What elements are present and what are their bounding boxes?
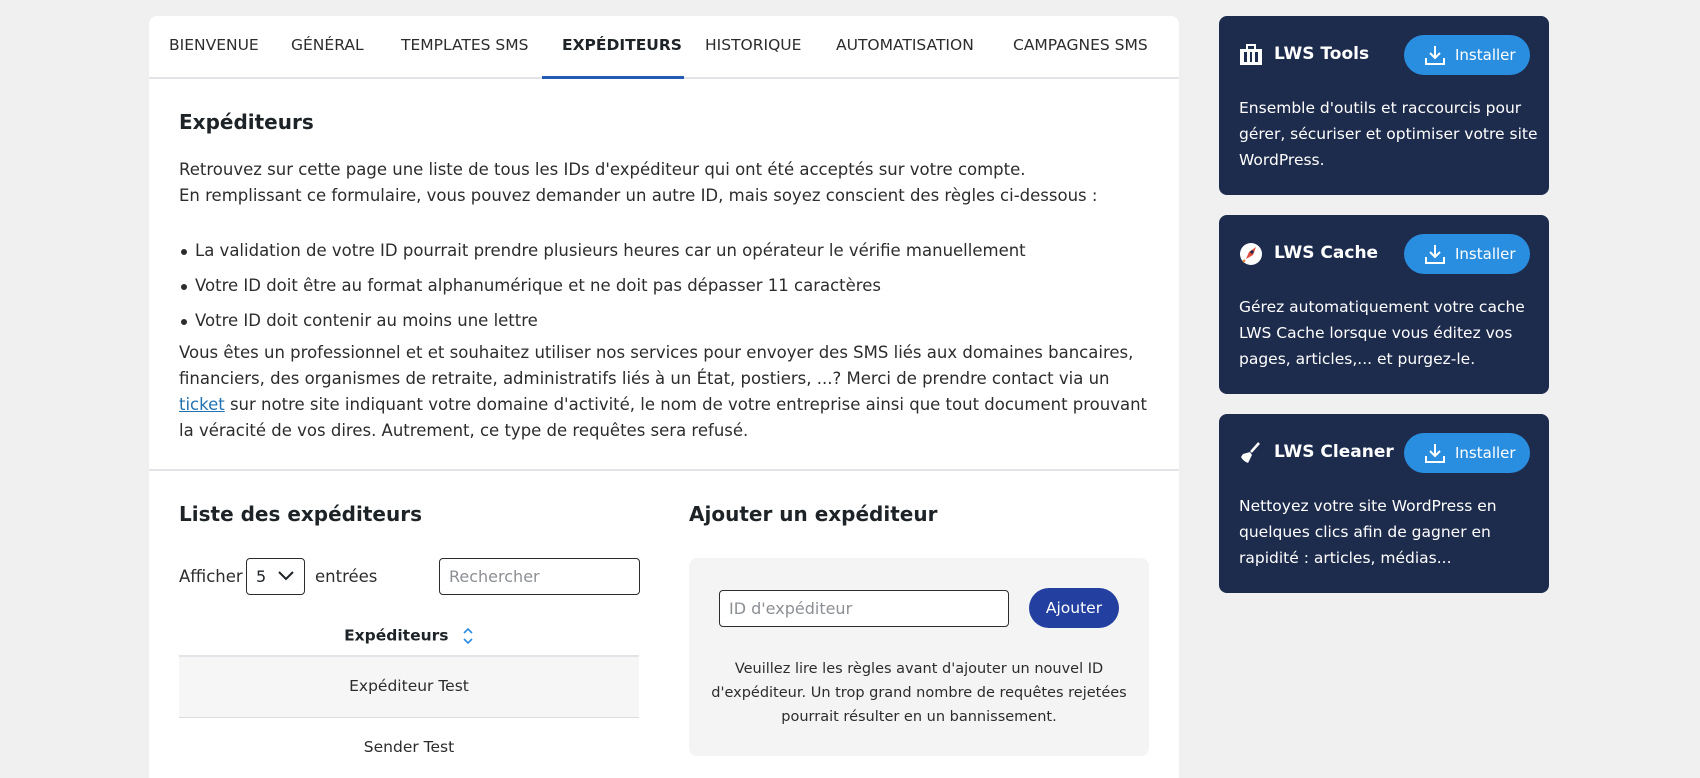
download-icon: [1424, 44, 1446, 66]
table-row: [179, 718, 639, 778]
entries-label: entrées: [315, 567, 378, 586]
plugin-card-lws-cleaner: [1219, 414, 1549, 593]
table-cell: Expéditeur Test: [349, 677, 469, 695]
active-tab-indicator: [542, 76, 684, 79]
download-icon: [1424, 243, 1446, 265]
tab-templates-sms[interactable]: TEMPLATES SMS: [401, 36, 529, 54]
tab-bienvenue[interactable]: BIENVENUE: [169, 36, 259, 54]
entries-select-value: 5: [256, 567, 267, 586]
ticket-link[interactable]: ticket: [179, 395, 225, 414]
professional-notice: [179, 340, 1154, 444]
rule-item: Votre ID doit contenir au moins une lettre: [195, 308, 1026, 343]
table-row: [179, 657, 639, 718]
rule-item: La validation de votre ID pourrait prendre plusieurs heures car un opérateur le vérifie manuellement: [195, 238, 1026, 273]
plugin-name: LWS Cleaner: [1274, 442, 1394, 462]
install-label: Installer: [1455, 444, 1516, 462]
install-button-lws-cleaner[interactable]: [1404, 433, 1530, 473]
add-sender-form: [689, 558, 1149, 756]
sender-table: [179, 616, 639, 778]
search-input[interactable]: [439, 558, 640, 595]
main-panel: [149, 16, 1179, 778]
sender-id-input[interactable]: [719, 590, 1009, 627]
chevron-down-icon: [277, 569, 295, 583]
intro-line-1: Retrouvez sur cette page une liste de tous les IDs d'expéditeur qui ont été acceptés sur votre compte.: [179, 160, 1026, 179]
section-divider: [149, 469, 1179, 471]
column-header-label: Expéditeurs: [344, 626, 449, 645]
tab-automatisation[interactable]: AUTOMATISATION: [836, 36, 974, 54]
plugin-card-lws-cache: [1219, 215, 1549, 394]
install-label: Installer: [1455, 245, 1516, 263]
add-sender-title: Ajouter un expéditeur: [689, 502, 938, 526]
plugin-card-lws-tools: [1219, 16, 1549, 195]
plugin-description: Nettoyez votre site WordPress en quelques clics afin de gagner en rapidité : articles, médias...: [1239, 497, 1497, 567]
install-button-lws-cache[interactable]: [1404, 234, 1530, 274]
broom-icon: [1239, 441, 1263, 465]
tab-historique[interactable]: HISTORIQUE: [705, 36, 802, 54]
intro-line-2: En remplissant ce formulaire, vous pouvez demander un autre ID, mais soyez conscient des règles ci-dessous :: [179, 186, 1098, 205]
show-label: Afficher: [179, 567, 243, 586]
column-header-senders[interactable]: [179, 616, 639, 657]
rules-list: [195, 238, 1026, 343]
rocket-icon: [1239, 242, 1263, 266]
download-icon: [1424, 442, 1446, 464]
plugin-name: LWS Cache: [1274, 243, 1379, 263]
entries-select[interactable]: [246, 558, 305, 595]
notice-text-after: sur notre site indiquant votre domaine d'activité, le nom de votre entreprise ainsi que tout document prouvant la véracité de vos dires. Autrement, ce type de requêtes sera refusé.: [179, 395, 1148, 440]
plugin-description: Gérez automatiquement votre cache LWS Cache lorsque vous éditez vos pages, articles,... et purgez-le.: [1239, 298, 1525, 368]
table-cell: Sender Test: [363, 738, 455, 756]
toolbox-icon: [1239, 43, 1263, 67]
tab-expediteurs[interactable]: EXPÉDITEURS: [562, 36, 682, 54]
tab-bar: [149, 16, 1179, 79]
tab-general[interactable]: GÉNÉRAL: [291, 36, 364, 54]
rule-item: Votre ID doit être au format alphanumérique et ne doit pas dépasser 11 caractères: [195, 273, 1026, 308]
add-rules-note: Veuillez lire les règles avant d'ajouter un nouvel ID d'expéditeur. Un trop grand nombre de requêtes rejetées pourrait résulter en un bannissement.: [711, 661, 1127, 725]
sort-icon: [462, 626, 474, 646]
add-button[interactable]: Ajouter: [1029, 588, 1119, 628]
plugin-description: Ensemble d'outils et raccourcis pour gérer, sécuriser et optimiser votre site WordPress.: [1239, 99, 1538, 169]
sender-list-title: Liste des expéditeurs: [179, 502, 422, 526]
tab-campagnes-sms[interactable]: CAMPAGNES SMS: [1013, 36, 1148, 54]
intro-text: [179, 157, 1154, 209]
plugin-name: LWS Tools: [1274, 44, 1370, 64]
notice-text-before: Vous êtes un professionnel et et souhaitez utiliser nos services pour envoyer des SMS liés aux domaines bancaires, financiers, des organismes de retraite, administratifs liés à un État, postiers, ...? Merci de prendre contact via un: [179, 343, 1134, 388]
install-button-lws-tools[interactable]: [1404, 35, 1530, 75]
install-label: Installer: [1455, 46, 1516, 64]
section-title: Expéditeurs: [179, 110, 314, 134]
